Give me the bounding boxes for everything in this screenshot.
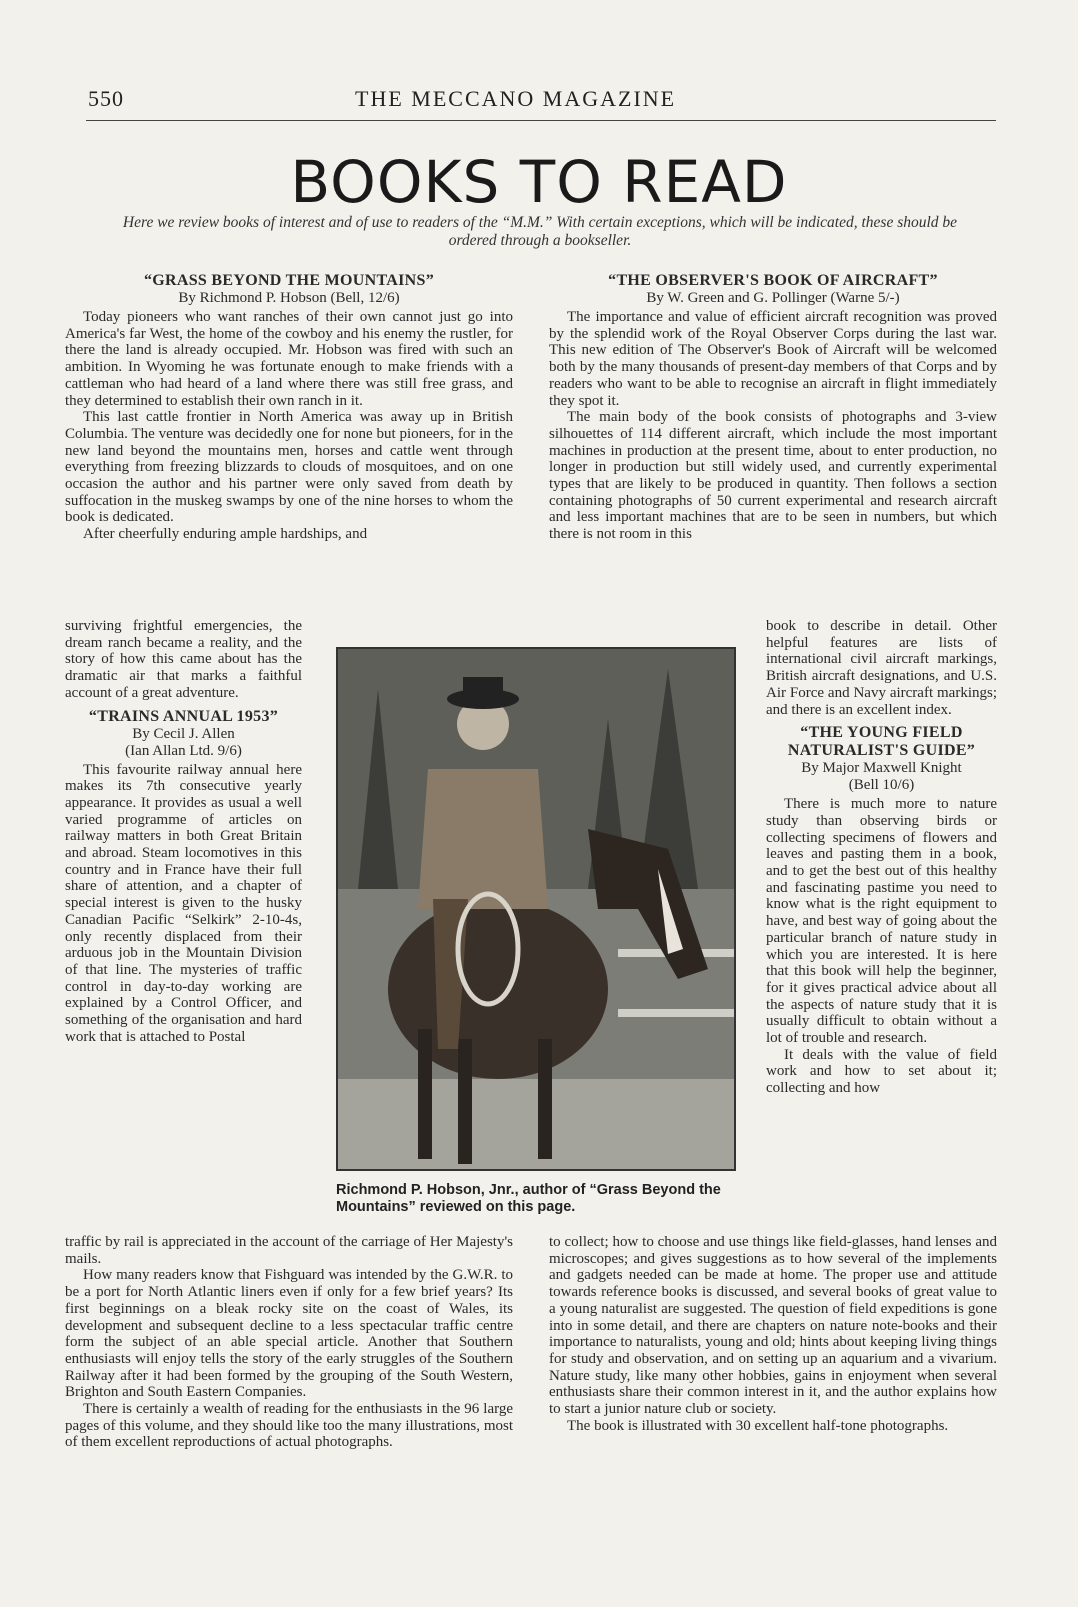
review-paragraph: to collect; how to choose and use things like field-glasses, hand lenses and microscopes; and gives suggestions as to how several of the implements and gadgets needed can be made at home. The proper use and attitude towards reference books is discussed, and several books of great value to a young naturalist are suggested. The question of field expeditions is gone into in some detail, and there are chapters on nature note-books and their importance to naturalists, young and old; hints about keeping living things for study and observation, and on setting up an aquarium and a vivarium. Nature study, like many other hobbies, gains in enjoyment when several enthusiasts share their common interest in it, and the author explains how to start a junior nature club or society. — [549, 1234, 997, 1418]
review-paragraph: Today pioneers who want ranches of their own cannot just go into America's far West, the home of the cowboy and his enemy the rustler, for there the land is already occupied. Mr. Hobson was fired with such an ambition. In Wyoming he was fortunate enough to make friends with a cattleman who had heard of a land where there was still free grass, and they determined to establish their own ranch in it. — [65, 309, 513, 409]
review-paragraph: The importance and value of efficient aircraft recognition was proved by the splendid work of the Royal Observer Corps during the last war. This new edition of The Observer's Book of Aircraft will be welcomed both by the many thousands of present-day members of that Corps and by readers who want to be able to recognise an aircraft in flight immediately they spot it. — [549, 309, 997, 409]
review-paragraph: The book is illustrated with 30 excellent half-tone photographs. — [567, 1417, 949, 1434]
review-naturalist-bottom — [549, 1234, 997, 1434]
review-paragraph: The main body of the book consists of photographs and 3-view silhouettes of 114 different aircraft, which include the most important machines in production at the present time, about to enter production, no longer in production but still widely used, and currently experimental types that are likely to be produced in quantity. Then follows a section containing photographs of 50 current experimental and research aircraft and less important machines that are to be seen in numbers, but which there is not room in this — [549, 409, 997, 543]
header-rule — [86, 120, 996, 121]
review-byline: By Richmond P. Hobson (Bell, 12/6) — [178, 290, 400, 306]
review-byline: (Ian Allan Ltd. 9/6) — [125, 742, 242, 759]
review-trains-bottom — [65, 1234, 513, 1451]
review-byline: (Bell 10/6) — [848, 777, 915, 794]
review-byline: By W. Green and G. Pollinger (Warne 5/-) — [646, 290, 900, 306]
review-paragraph: book to describe in detail. Other helpful features are lists of international civil aircraft markings, British aircraft designations, and U.S. Air Force and Navy aircraft markings; and there is an excellent index. — [766, 618, 997, 718]
review-grass-top — [65, 272, 513, 543]
intro-text: Here we review books of interest and of use to readers of the “M.M.” With certain exceptions, which will be indicated, these should be ordered through a bookseller. — [122, 214, 958, 249]
review-paragraph: surviving frightful emergencies, the dream ranch became a reality, and the story of how this came about has the dramatic air that marks a faithful account of a great adventure. — [65, 618, 302, 701]
review-heading: “THE OBSERVER'S BOOK OF AIRCRAFT” — [608, 272, 938, 289]
author-photo — [336, 647, 736, 1171]
review-paragraph: How many readers know that Fishguard was intended by the G.W.R. to be a port for North Atlantic liners even if only for a few brief years? Its first beginnings on a bleak rocky site on the coast of Wales, its development and subsequent decline to a less spectacular traffic centre form the subject of an able special article. Another that Southern enthusiasts will enjoy tells the story of the early struggles of the Southern Railway after it had been formed by the grouping of the South Western, Brighton and South Eastern Companies. — [65, 1267, 513, 1401]
review-right-narrow — [766, 618, 997, 1097]
review-paragraph: This favourite railway annual here makes its 7th consecutive yearly appearance. It provides as usual a well varied programme of articles on railway matters in both Great Britain and abroad. Steam locomotives in this country and in France have their full share of attention, and a chapter of special interest is given to the husky Canadian Pacific “Selkirk” 2-10-4s, only recently displaced from their arduous job in the Mountain Division of that line. The mysteries of traffic control in day-to-day working are explained by a Control Officer, and something of the organisation and hard work that is attached to Postal — [65, 761, 302, 1045]
review-aircraft-top — [549, 272, 997, 543]
review-paragraph: It deals with the value of field work and how to set about it; collecting and how — [766, 1046, 997, 1097]
review-paragraph: After cheerfully enduring ample hardships, and — [83, 526, 368, 543]
page-title: BOOKS TO READ — [290, 148, 788, 216]
review-paragraph: There is much more to nature study than observing birds or collecting specimens of flowers and leaves and pasting them in a book, and to get the best out of this healthy and fascinating pastime you need to know what is the right equipment to have, and best way of going about the particular branch of nature study in which you are interested. It is here that this book will help the beginner, for it gives practical advice about all the aspects of nature study that it is usually difficult to obtain without a lot of trouble and research. — [766, 796, 997, 1047]
review-heading: “TRAINS ANNUAL 1953” — [88, 707, 279, 725]
page-number: 550 — [88, 86, 124, 111]
review-paragraph: This last cattle frontier in North America was away up in British Columbia. The venture was decidedly one for none but pioneers, for in the new land beyond the mountains men, horses and cattle went through everything from freezing blizzards to clouds of mosquitoes, and on one occasion the author and his partner were only saved from death by suffocation in the muskeg swamps by one of the nine horses to whom the book is dedicated. — [65, 409, 513, 526]
review-paragraph: traffic by rail is appreciated in the account of the carriage of Her Majesty's mails. — [65, 1234, 513, 1267]
review-left-narrow — [65, 618, 302, 1045]
review-paragraph: There is certainly a wealth of reading for the enthusiasts in the 96 large pages of this volume, and they should like too the many illustrations, most of them excellent reproductions of actual photographs. — [65, 1401, 513, 1451]
review-heading: “GRASS BEYOND THE MOUNTAINS” — [143, 272, 435, 289]
magazine-title: THE MECCANO MAGAZINE — [355, 86, 677, 111]
review-heading: “THE YOUNG FIELD NATURALIST'S GUIDE” — [787, 724, 976, 760]
photo-caption: Richmond P. Hobson, Jnr., author of “Grass Beyond the Mountains” reviewed on this page. — [336, 1182, 721, 1215]
review-byline: By Cecil J. Allen — [132, 725, 235, 742]
review-byline: By Major Maxwell Knight — [801, 760, 962, 777]
